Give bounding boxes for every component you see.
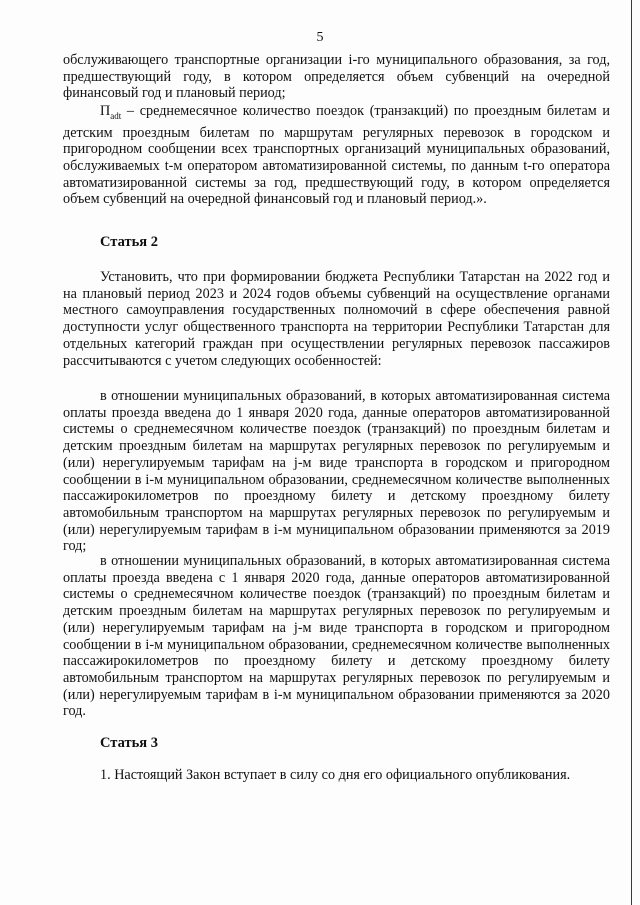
paragraph-definition	[63, 103, 610, 208]
paragraph-continuation: обслуживающего транспортные организации i-го муниципального образования, за год, предшествующий году, в котором определяется объем субвенций на очередной финансовый год и плановый период;	[63, 52, 610, 102]
article-3-heading: Статья 3	[100, 735, 158, 751]
definition-subscript: adt	[110, 110, 122, 121]
definition-symbol: П	[100, 103, 111, 119]
paragraph-before-2020: в отношении муниципальных образований, в которых автоматизированная система оплаты проезда введена до 1 января 2020 года, данные операторов автоматизированной системы о среднемесячном количестве поездок (транзакций) по проездным билетам и детским проездным билетам на маршрутах регулярных перевозок по регулируемым и (или) нерегулируемым тарифам на j-м виде транспорта в городском и пригородном сообщении в i-м муниципальном образовании, среднемесячном количестве выполненных пассажирокилометров по проездному билету и детскому проездному билету автомобильным транспортом на маршрутах регулярных перевозок по регулируемым и (или) нерегулируемым тарифам в i-м муниципальном образовании применяются за 2019 год;	[63, 388, 610, 555]
paragraph-article-2-intro: Установить, что при формировании бюджета Республики Татарстан на 2022 год и на плановый период 2023 и 2024 годов объемы субвенций на осуществление органами местного самоуправления государственных полномочий в сфере обеспечения равной доступности услуг общественного транспорта на территории Республики Татарстан для отдельных категорий граждан при осуществлении регулярных перевозок пассажиров рассчитываются с учетом следующих особенностей:	[63, 269, 610, 369]
paragraph-entry-into-force: 1. Настоящий Закон вступает в силу со дня его официального опубликования.	[100, 767, 571, 783]
article-2-heading: Статья 2	[100, 234, 158, 250]
definition-text: – среднемесячное количество поездок (транзакций) по проездным билетам и детским проездным билетам по маршрутам регулярных перевозок в городском и пригородном сообщении всех транспортных организаций муниципальных образований, обслуживаемых t-м оператором автоматизированной системы, по данным t-го оператора автоматизированной системы за год, предшествующий году, в котором определяется объем субвенций на очередной финансовый год и плановый период.».	[63, 103, 610, 208]
paragraph-from-2020: в отношении муниципальных образований, в которых автоматизированная система оплаты проезда введена с 1 января 2020 года, данные операторов автоматизированной системы о среднемесячном количестве поездок (транзакций) по проездным билетам и детским проездным билетам на маршрутах регулярных перевозок по регулируемым и (или) нерегулируемым тарифам на j-м виде транспорта в городском и пригородном сообщении в i-м муниципальном образовании, среднемесячном количестве выполненных пассажирокилометров по проездному билету и детскому проездному билету автомобильным транспортом на маршрутах регулярных перевозок по регулируемым и (или) нерегулируемым тарифам в i-м муниципальном образовании применяются за 2020 год.	[63, 553, 610, 720]
page-number: 5	[316, 30, 324, 45]
scan-edge-line	[631, 0, 632, 905]
